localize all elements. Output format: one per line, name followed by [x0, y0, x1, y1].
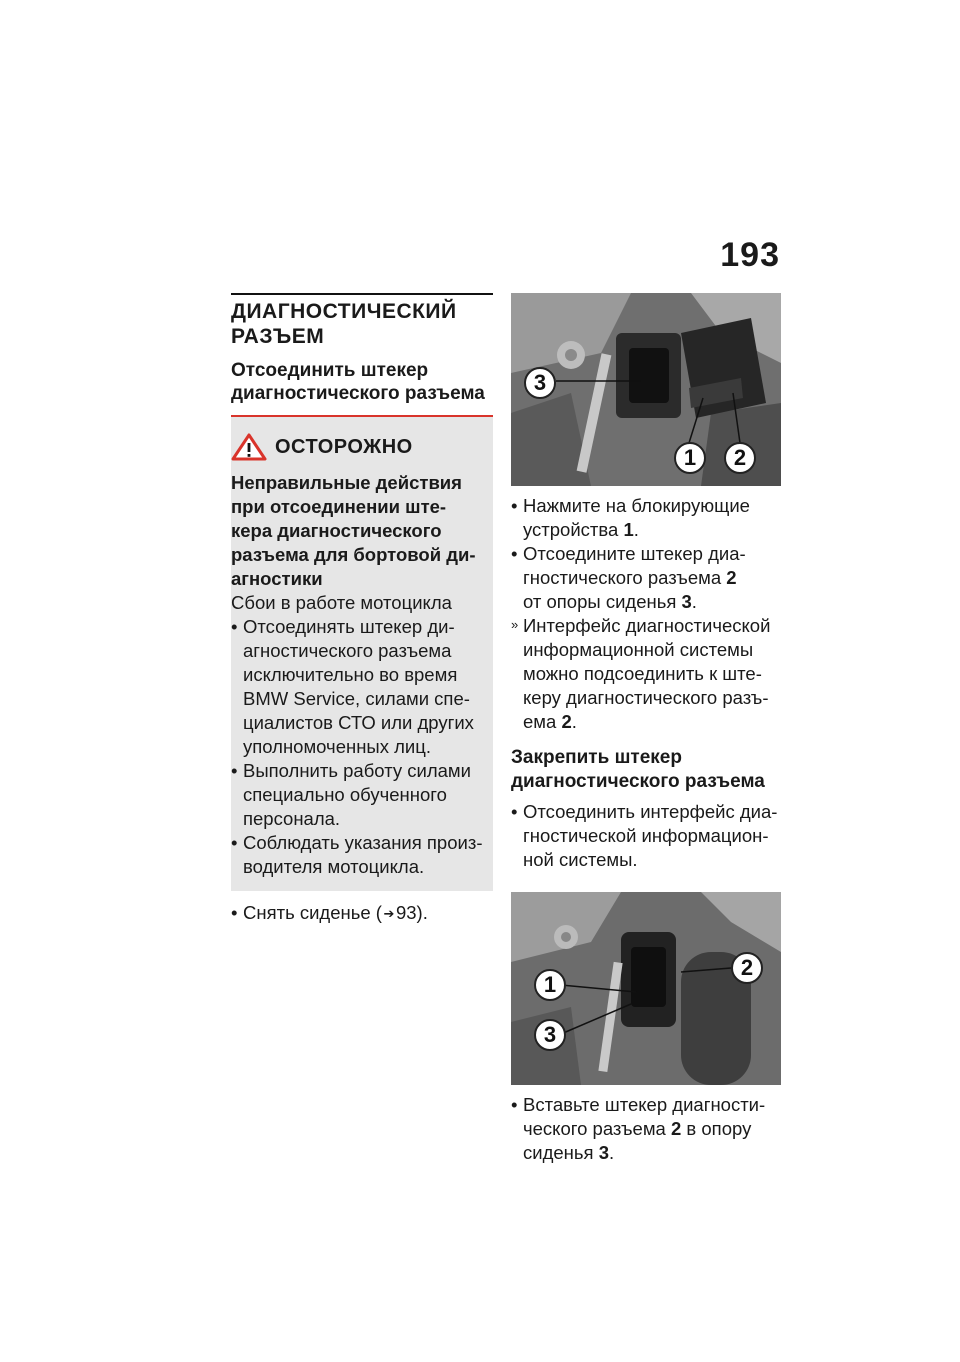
step-ref-number: 3: [598, 1142, 609, 1163]
step-disconnect-interface: • Отсоединить интерфейс диа-гностической информацион-ной системы.: [511, 800, 781, 872]
subsection-title-line: Закрепить штекер: [511, 747, 682, 768]
step-text-end: ).: [416, 902, 428, 923]
subsection-title-line: диагностического разъема: [511, 771, 765, 792]
step-result: [511, 614, 781, 734]
step-text: в опору сиденья: [523, 1118, 752, 1163]
step-press-locks: [511, 494, 781, 542]
step-text: Отсоедините штекер диа-гностического разъема: [523, 543, 746, 588]
warning-triangle-icon: [231, 433, 267, 461]
step-text: от опоры сиденья: [523, 591, 682, 612]
step-insert-plug: [511, 1093, 781, 1165]
step-text-end: .: [608, 1142, 615, 1163]
step-ref-number: 3: [681, 591, 692, 612]
step-text: Нажмите на блокирующие устройства: [523, 495, 750, 540]
warning-label: ОСТОРОЖНО: [275, 435, 413, 458]
step-list: [511, 494, 781, 734]
step-remove-seat: [231, 901, 493, 926]
subsection-title: [231, 359, 493, 405]
right-column: [511, 293, 781, 1165]
section-title: [231, 299, 493, 349]
photo-connector-detached: [511, 293, 781, 486]
step-text-end: .: [571, 711, 577, 732]
section-rule: [231, 293, 493, 295]
left-column: [231, 293, 493, 926]
step-disconnect-plug: [511, 542, 781, 614]
warning-title-line: агностики: [231, 568, 323, 589]
step-ref-number: 2: [561, 711, 572, 732]
warning-title-line: при отсоединении ште-: [231, 496, 447, 517]
subsection-title-line: Отсоединить штекер: [231, 360, 429, 381]
callout-2: 2: [731, 952, 763, 984]
step-ref-number: 2: [670, 1118, 682, 1139]
step-ref-number: 1: [623, 519, 634, 540]
warning-title-line: Неправильные действия: [231, 472, 462, 493]
page-number: 193: [720, 236, 780, 274]
step-text-end: .: [691, 591, 697, 612]
step-list: [511, 800, 781, 872]
warning-item: • Выполнить работу силами специально обученного персонала.: [231, 759, 493, 831]
callout-3: 3: [534, 1019, 566, 1051]
subsection-title: [511, 746, 781, 794]
callout-3: 3: [524, 367, 556, 399]
callout-1: 1: [674, 442, 706, 474]
page-reference-arrow-icon: ➔: [383, 906, 395, 921]
warning-box: [231, 415, 493, 891]
photo-connector-stowed: [511, 892, 781, 1085]
step-list: [511, 1093, 781, 1165]
subsection-title-line: диагностического разъема: [231, 383, 485, 404]
step-list: [231, 901, 493, 926]
step-text: Вставьте штекер диагности-ческого разъема: [523, 1094, 766, 1139]
warning-item: • Соблюдать указания произ-водителя мотоцикла.: [231, 831, 493, 879]
step-text-end: .: [633, 519, 639, 540]
step-text: Интерфейс диагностической информационной системы можно подсоединить к ште-керу диагностического разъ-ема: [523, 615, 771, 732]
step-text: Снять сиденье (: [243, 902, 382, 923]
step-ref-number: 2: [726, 567, 737, 588]
warning-consequence: Сбои в работе мотоцикла: [231, 592, 452, 613]
warning-title-line: кера диагностического: [231, 520, 442, 541]
section-title-line: ДИАГНОСТИЧЕСКИЙ: [231, 300, 457, 323]
warning-item: • Отсоединять штекер ди-агностического разъема исключительно во время BMW Service, силами спе-циалистов СТО или других уполномоченных лиц.: [231, 615, 493, 759]
page-reference-link[interactable]: 93: [395, 902, 417, 923]
section-title-line: РАЗЪЕМ: [231, 325, 325, 348]
warning-title-line: разъема для бортовой ди-: [231, 544, 476, 565]
callout-1: 1: [534, 969, 566, 1001]
warning-list: [231, 615, 493, 879]
callout-2: 2: [724, 442, 756, 474]
warning-header: [231, 433, 493, 461]
warning-title: [231, 471, 493, 591]
